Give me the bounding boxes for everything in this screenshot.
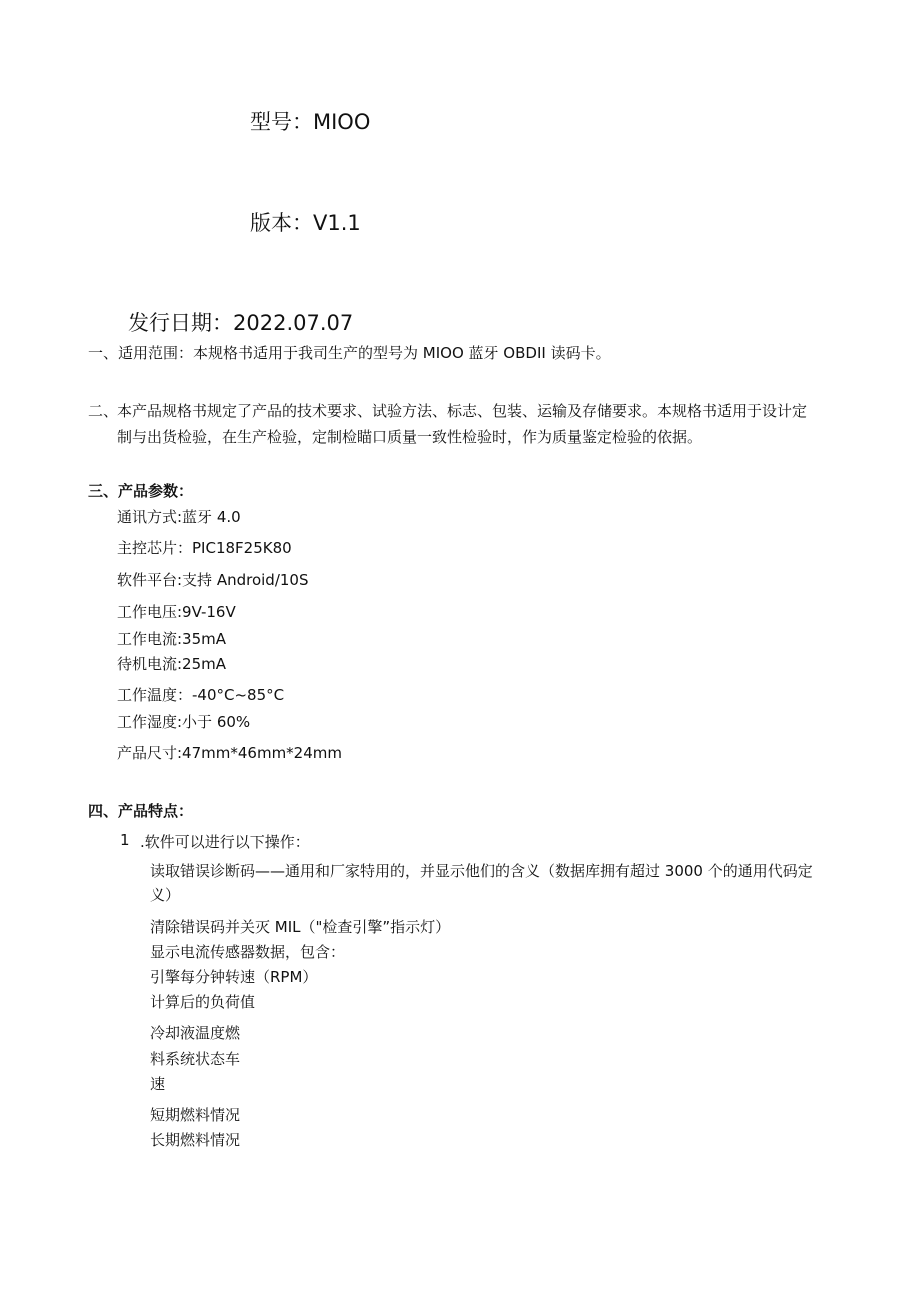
- feature-fuel-system: 料系统状态车: [150, 1050, 241, 1068]
- section-1: [88, 342, 611, 363]
- feature-coolant-temp: 冷却液温度燃: [150, 1024, 241, 1042]
- section-2-line-1: 本产品规格书规定了产品的技术要求、试验方法、标志、包装、运输及存储要求。本规格书适用于设计定: [117, 402, 808, 420]
- version-label: 版本：V1.1: [250, 211, 361, 235]
- release-date-label: 发行日期：2022.07.07: [128, 311, 354, 335]
- feature-sensor-data: 显示电流传感器数据，包含：: [150, 943, 346, 961]
- param-standby-current: 待机电流:25mA: [117, 655, 227, 673]
- feature-item-1-text: .软件可以进行以下操作：: [140, 833, 310, 851]
- feature-short-term-fuel: 短期燃料情况: [150, 1106, 241, 1124]
- param-current: 工作电流:35mA: [117, 630, 227, 648]
- section-2-number: 二、: [88, 402, 119, 420]
- param-dimensions: 产品尺寸:47mm*46mm*24mm: [117, 744, 342, 762]
- feature-long-term-fuel: 长期燃料情况: [150, 1131, 241, 1149]
- section-2-line-2: 制与出货检验，在生产检验，定制检瞄口质量一致性检验时，作为质量鉴定检验的依据。: [117, 428, 703, 446]
- model-label: 型号：MIOO: [250, 110, 371, 134]
- param-humidity: 工作湿度:小于 60%: [117, 713, 251, 731]
- section-1-text: 适用范围：本规格书适用于我司生产的型号为 MIOO 蓝牙 OBDII 读码卡。: [118, 344, 611, 362]
- feature-read-codes-line-1: 读取错误诊断码——通用和厂家特用的，并显示他们的含义（数据库拥有超过 3000 个的通用代码定: [150, 862, 813, 880]
- feature-read-codes-line-2: 义）: [150, 886, 181, 904]
- param-platform: 软件平台:支持 Android/10S: [117, 571, 309, 589]
- feature-rpm: 引擎每分钟转速（RPM）: [150, 968, 318, 986]
- param-voltage: 工作电压:9V-16V: [117, 603, 236, 621]
- section-3-title: 三、产品参数：: [88, 482, 194, 500]
- feature-clear-codes: 清除错误码并关灭 MIL（"检查引擎”指示灯）: [150, 918, 451, 936]
- section-4-title: 四、产品特点：: [88, 802, 194, 820]
- param-communication: 通讯方式:蓝牙 4.0: [117, 508, 241, 526]
- feature-speed: 速: [150, 1075, 166, 1093]
- feature-item-1-number: 1: [120, 831, 130, 849]
- param-temperature: 工作温度：-40°C~85°C: [117, 686, 285, 704]
- feature-load-value: 计算后的负荷值: [150, 993, 256, 1011]
- section-1-number: 一、: [88, 344, 119, 362]
- param-mcu: 主控芯片：PIC18F25K80: [117, 539, 292, 557]
